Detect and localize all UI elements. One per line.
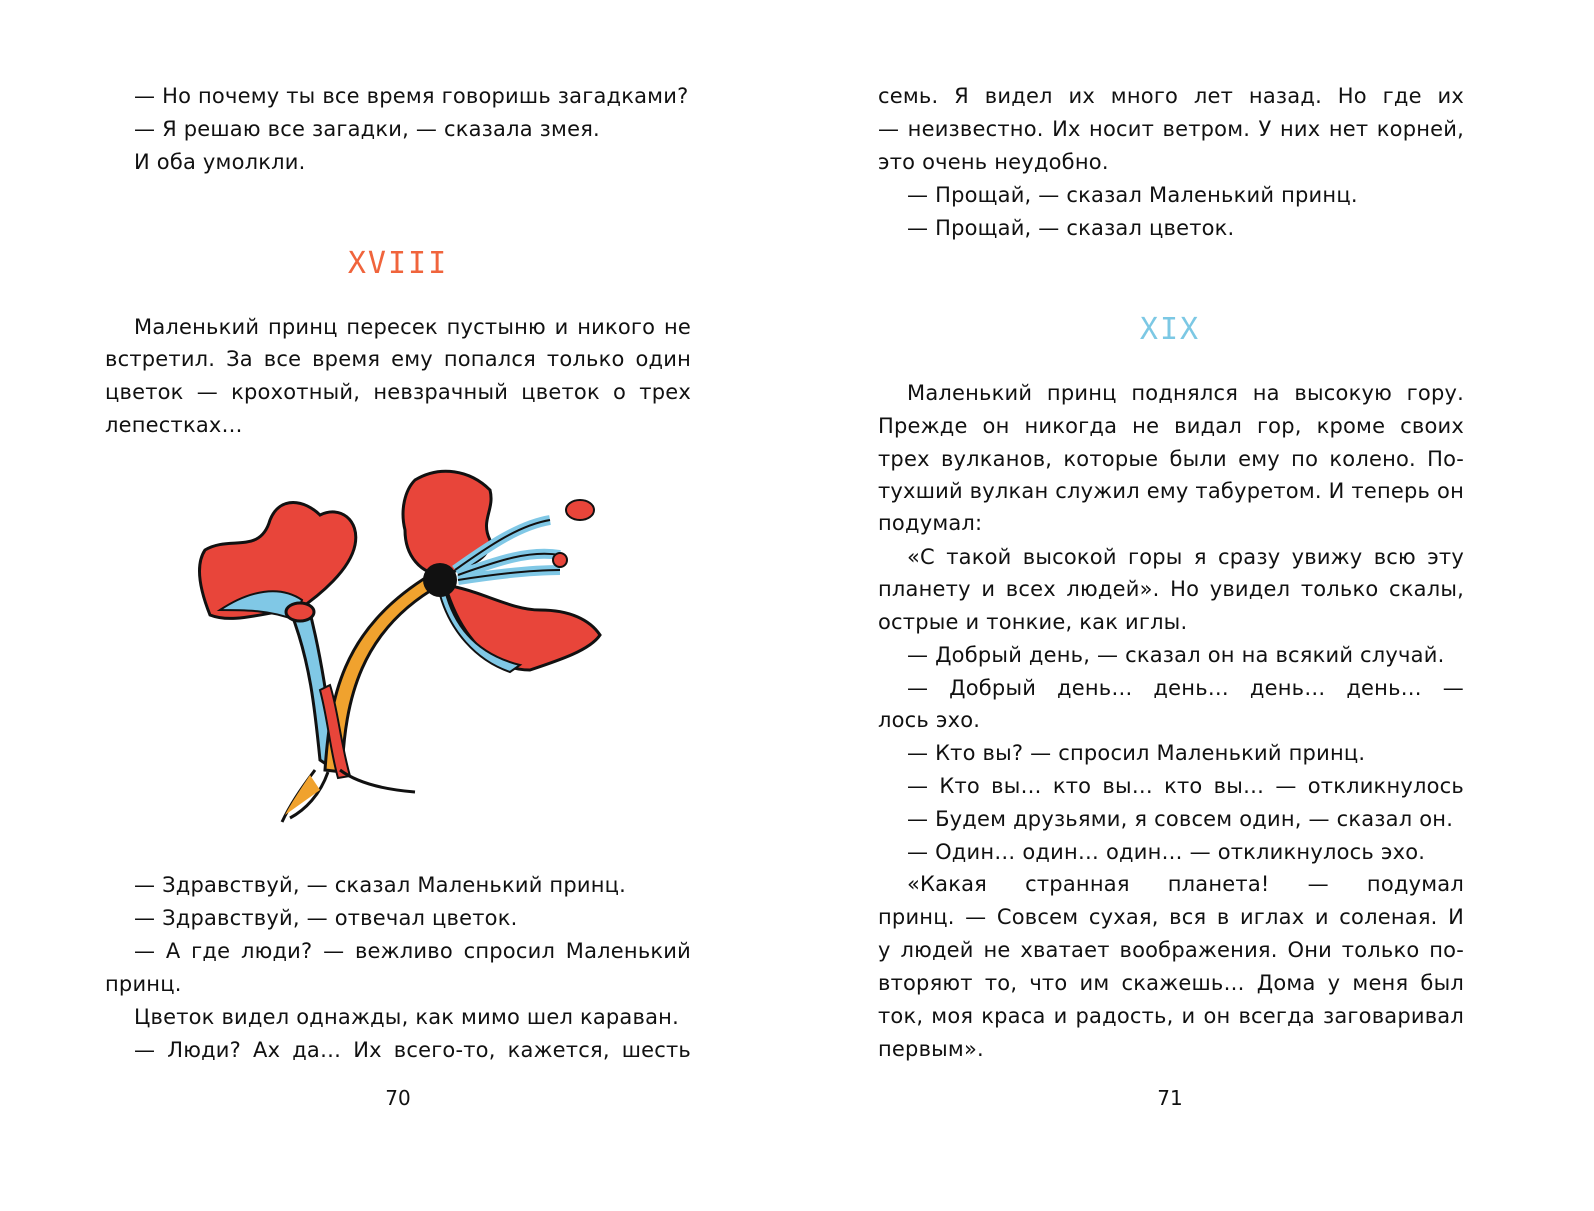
text-line: — А где люди? — вежливо спросил Маленький xyxy=(134,939,691,963)
text-line: «Какая странная планета! — подумал xyxy=(907,872,1464,896)
chapter-heading: XIX xyxy=(1139,312,1201,347)
text-line: — Люди? Ах да… Их всего-то, кажется, шесть xyxy=(134,1038,691,1062)
text-line: лепестках… xyxy=(105,413,243,437)
text-line: Прежде он никогда не видал гор, кроме своих xyxy=(878,414,1464,438)
text-line: первым». xyxy=(878,1037,984,1061)
text-line: семь. Я видел их много лет назад. Но где их xyxy=(878,84,1464,108)
text-line: — Кто вы? — спросил Маленький принц. xyxy=(907,741,1366,765)
text-line: — Прощай, — сказал Маленький принц. xyxy=(907,183,1358,207)
text-line: принц. xyxy=(105,972,182,996)
text-line: у людей не хватает воображения. Они только по- xyxy=(878,938,1464,962)
text-line: — Один… один… один… — откликнулось эхо. xyxy=(907,840,1426,864)
text-line: И оба умолкли. xyxy=(134,150,306,174)
text-line: принц. — Совсем сухая, вся в иглах и соленая. И xyxy=(878,905,1464,929)
text-line: «С такой высокой горы я сразу увижу всю эту xyxy=(907,545,1464,569)
text-line: — Прощай, — сказал цветок. xyxy=(907,216,1235,240)
text-line: лось эхо. xyxy=(878,708,981,732)
text-line: — Здравствуй, — отвечал цветок. xyxy=(134,906,518,930)
text-line: Маленький принц пересек пустыню и никого не xyxy=(134,315,691,339)
text-line: — Добрый день, — сказал он на всякий случай. xyxy=(907,643,1445,667)
text-line: — Кто вы… кто вы… кто вы… — откликнулось xyxy=(907,774,1464,798)
text-line: — Здравствуй, — сказал Маленький принц. xyxy=(134,873,627,897)
chapter-heading: XVIII xyxy=(347,246,449,281)
text-line: тухший вулкан служил ему табуретом. И теперь он xyxy=(878,479,1464,503)
text-line: острые и тонкие, как иглы. xyxy=(878,610,1188,634)
text-line: ток, моя краса и радость, и он всегда заговаривал xyxy=(878,1004,1464,1028)
text-line: — неизвестно. Их носит ветром. У них нет корней, xyxy=(878,117,1464,141)
text-line: Маленький принц поднялся на высокую гору. xyxy=(907,381,1464,405)
text-line: — Будем друзьями, я совсем один, — сказал он. xyxy=(907,807,1454,831)
text-line: цветок — крохотный, невзрачный цветок о трех xyxy=(105,380,691,404)
text-line: вторяют то, что им скажешь… Дома у меня был xyxy=(878,971,1464,995)
text-line: планету и всех людей». Но увидел только скалы, xyxy=(878,577,1464,601)
page-number: 71 xyxy=(1157,1086,1183,1110)
text-line: Цветок видел однажды, как мимо шел караван. xyxy=(134,1005,679,1029)
page-number: 70 xyxy=(385,1086,411,1110)
text-line: — Я решаю все загадки, — сказала змея. xyxy=(134,117,600,141)
text-line: — Добрый день… день… день… день… — xyxy=(907,676,1464,700)
text-line: подумал: xyxy=(878,511,983,535)
text-line: — Но почему ты все время говоришь загадками? xyxy=(134,84,689,108)
text-line: это очень неудобно. xyxy=(878,150,1109,174)
text-line: встретил. За все время ему попался только один xyxy=(105,347,691,371)
text-line: трех вулканов, которые были ему по колено. По- xyxy=(878,447,1464,471)
